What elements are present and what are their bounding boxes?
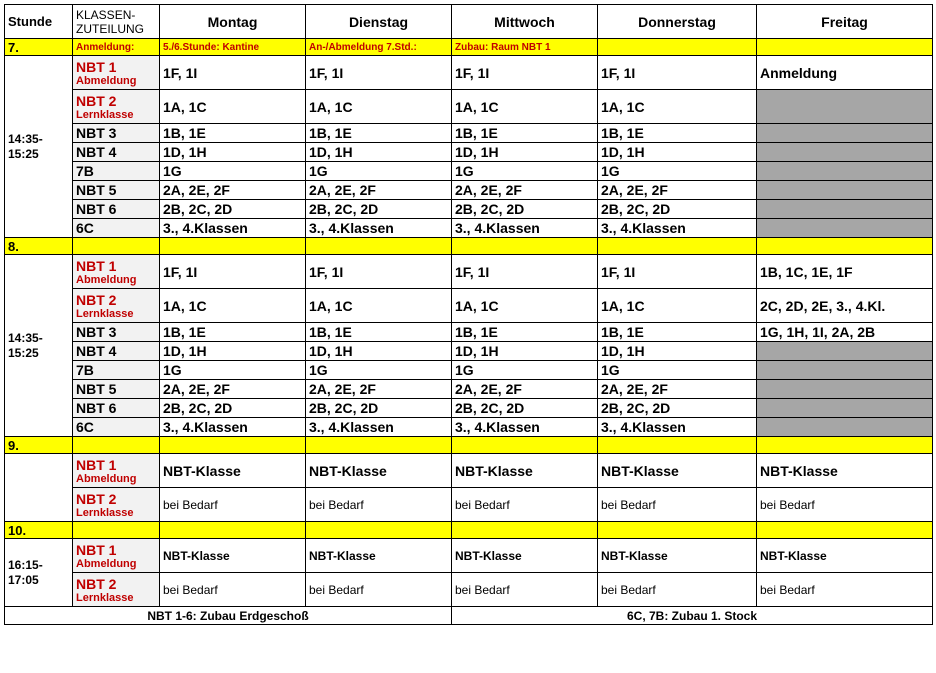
time-start: 16:15- bbox=[8, 557, 43, 572]
lesson-cell: 1G bbox=[306, 162, 452, 181]
class-name: NBT 3 bbox=[76, 324, 117, 340]
time-cell bbox=[5, 255, 73, 437]
header-klassen-line1: KLASSEN- bbox=[76, 7, 136, 22]
lesson-cell: 1A, 1C bbox=[306, 289, 452, 323]
lesson-row bbox=[5, 162, 933, 181]
class-name: 6C bbox=[76, 419, 94, 435]
lesson-cell: 1B, 1E bbox=[452, 323, 598, 342]
lesson-row bbox=[5, 539, 933, 573]
header-day-freitag: Freitag bbox=[757, 5, 933, 39]
lesson-cell: 2B, 2C, 2D bbox=[452, 200, 598, 219]
lesson-cell: NBT-Klasse bbox=[757, 539, 933, 573]
class-name: NBT 2 bbox=[76, 291, 117, 308]
header-klassen-line2: ZUTEILUNG bbox=[76, 21, 145, 36]
lesson-cell: 1F, 1I bbox=[452, 255, 598, 289]
lesson-cell: 1B, 1E bbox=[160, 124, 306, 143]
lesson-row bbox=[5, 342, 933, 361]
period-note-cell bbox=[598, 437, 757, 454]
class-cell bbox=[73, 342, 160, 361]
footer-right: 6C, 7B: Zubau 1. Stock bbox=[452, 607, 933, 625]
lesson-row bbox=[5, 418, 933, 437]
period-note-cell bbox=[452, 522, 598, 539]
class-cell bbox=[73, 200, 160, 219]
lesson-cell: 1G bbox=[160, 162, 306, 181]
period-header-row bbox=[5, 522, 933, 539]
class-cell bbox=[73, 219, 160, 238]
lesson-row bbox=[5, 255, 933, 289]
lesson-row bbox=[5, 361, 933, 380]
lesson-cell bbox=[757, 380, 933, 399]
lesson-cell: 1F, 1I bbox=[598, 255, 757, 289]
lesson-cell: 1B, 1E bbox=[306, 124, 452, 143]
class-name: NBT 1 bbox=[76, 541, 117, 558]
period-note-klassen bbox=[73, 437, 160, 454]
lesson-cell: NBT-Klasse bbox=[306, 454, 452, 488]
class-sub-label: Abmeldung bbox=[76, 74, 137, 87]
lesson-cell: 3., 4.Klassen bbox=[306, 418, 452, 437]
footer-row bbox=[5, 607, 933, 625]
lesson-cell: 2A, 2E, 2F bbox=[598, 380, 757, 399]
lesson-cell: Anmeldung bbox=[757, 56, 933, 90]
lesson-cell: 2B, 2C, 2D bbox=[160, 399, 306, 418]
period-note-cell: 5./6.Stunde: Kantine bbox=[160, 39, 306, 56]
class-name: NBT 2 bbox=[76, 92, 117, 109]
lesson-cell bbox=[757, 399, 933, 418]
class-name: NBT 6 bbox=[76, 400, 117, 416]
lesson-cell: NBT-Klasse bbox=[160, 454, 306, 488]
class-sub-label: Abmeldung bbox=[76, 273, 137, 286]
lesson-cell: 2B, 2C, 2D bbox=[598, 200, 757, 219]
lesson-cell: 2B, 2C, 2D bbox=[598, 399, 757, 418]
lesson-row bbox=[5, 380, 933, 399]
lesson-cell: NBT-Klasse bbox=[452, 454, 598, 488]
class-name: NBT 2 bbox=[76, 575, 117, 592]
lesson-row bbox=[5, 56, 933, 90]
header-day-dienstag: Dienstag bbox=[306, 5, 452, 39]
lesson-cell: 1B, 1E bbox=[160, 323, 306, 342]
lesson-cell: NBT-Klasse bbox=[598, 454, 757, 488]
time-start: 14:35- bbox=[8, 131, 43, 146]
lesson-cell bbox=[757, 124, 933, 143]
lesson-row bbox=[5, 90, 933, 124]
period-header-row bbox=[5, 238, 933, 255]
timetable bbox=[4, 4, 933, 625]
class-cell bbox=[73, 162, 160, 181]
lesson-cell: 1G bbox=[598, 361, 757, 380]
class-cell bbox=[73, 418, 160, 437]
class-cell bbox=[73, 124, 160, 143]
lesson-row bbox=[5, 573, 933, 607]
lesson-row bbox=[5, 181, 933, 200]
class-cell bbox=[73, 181, 160, 200]
period-note-cell bbox=[757, 437, 933, 454]
lesson-cell: NBT-Klasse bbox=[598, 539, 757, 573]
header-row bbox=[5, 5, 933, 39]
footer-left: NBT 1-6: Zubau Erdgeschoß bbox=[5, 607, 452, 625]
period-note-cell bbox=[306, 437, 452, 454]
lesson-cell: bei Bedarf bbox=[160, 573, 306, 607]
class-cell bbox=[73, 573, 160, 607]
lesson-cell: 1B, 1C, 1E, 1F bbox=[757, 255, 933, 289]
class-name: NBT 1 bbox=[76, 456, 117, 473]
lesson-cell bbox=[757, 143, 933, 162]
lesson-cell: bei Bedarf bbox=[757, 573, 933, 607]
lesson-cell bbox=[757, 342, 933, 361]
lesson-cell: bei Bedarf bbox=[598, 573, 757, 607]
lesson-cell: 1G bbox=[452, 361, 598, 380]
lesson-cell: NBT-Klasse bbox=[757, 454, 933, 488]
lesson-cell: 1G bbox=[160, 361, 306, 380]
lesson-cell: 3., 4.Klassen bbox=[160, 219, 306, 238]
period-note-cell bbox=[757, 238, 933, 255]
header-day-mittwoch: Mittwoch bbox=[452, 5, 598, 39]
lesson-row bbox=[5, 143, 933, 162]
lesson-cell: 2B, 2C, 2D bbox=[160, 200, 306, 219]
class-cell bbox=[73, 539, 160, 573]
period-note-cell bbox=[452, 238, 598, 255]
lesson-cell: 1A, 1C bbox=[452, 90, 598, 124]
lesson-cell: 2A, 2E, 2F bbox=[452, 380, 598, 399]
period-note-cell bbox=[757, 522, 933, 539]
class-name: 6C bbox=[76, 220, 94, 236]
lesson-cell: NBT-Klasse bbox=[306, 539, 452, 573]
class-cell bbox=[73, 488, 160, 522]
class-name: NBT 4 bbox=[76, 343, 117, 359]
lesson-cell: 1D, 1H bbox=[452, 143, 598, 162]
period-number: 9. bbox=[5, 437, 73, 454]
class-cell bbox=[73, 323, 160, 342]
period-note-klassen bbox=[73, 238, 160, 255]
period-note-cell: Zubau: Raum NBT 1 bbox=[452, 39, 598, 56]
class-name: 7B bbox=[76, 362, 94, 378]
class-name: NBT 4 bbox=[76, 144, 117, 160]
lesson-cell: 1F, 1I bbox=[306, 56, 452, 90]
period-note-cell bbox=[306, 522, 452, 539]
lesson-row bbox=[5, 124, 933, 143]
header-stunde: Stunde bbox=[5, 5, 73, 39]
lesson-cell: 2A, 2E, 2F bbox=[452, 181, 598, 200]
lesson-cell: 1F, 1I bbox=[452, 56, 598, 90]
lesson-cell: 2B, 2C, 2D bbox=[452, 399, 598, 418]
class-sub-label: Lernklasse bbox=[76, 108, 134, 121]
lesson-cell: 2A, 2E, 2F bbox=[306, 380, 452, 399]
time-end: 15:25 bbox=[8, 146, 39, 161]
lesson-cell: 3., 4.Klassen bbox=[452, 219, 598, 238]
class-cell bbox=[73, 90, 160, 124]
class-cell bbox=[73, 56, 160, 90]
lesson-cell: 1D, 1H bbox=[306, 143, 452, 162]
lesson-cell bbox=[757, 162, 933, 181]
lesson-cell bbox=[757, 90, 933, 124]
period-note-cell bbox=[598, 238, 757, 255]
lesson-cell: 1D, 1H bbox=[160, 143, 306, 162]
period-note-cell bbox=[757, 39, 933, 56]
lesson-cell: 1D, 1H bbox=[160, 342, 306, 361]
class-name: NBT 6 bbox=[76, 201, 117, 217]
time-cell bbox=[5, 454, 73, 522]
lesson-cell: 1G bbox=[306, 361, 452, 380]
lesson-cell: 3., 4.Klassen bbox=[160, 418, 306, 437]
lesson-cell: 2A, 2E, 2F bbox=[598, 181, 757, 200]
lesson-cell: 1D, 1H bbox=[306, 342, 452, 361]
lesson-cell: bei Bedarf bbox=[306, 488, 452, 522]
lesson-cell bbox=[757, 219, 933, 238]
lesson-cell: 3., 4.Klassen bbox=[306, 219, 452, 238]
lesson-cell: 1B, 1E bbox=[598, 124, 757, 143]
period-header-row bbox=[5, 39, 933, 56]
class-sub-label: Abmeldung bbox=[76, 472, 137, 485]
time-cell bbox=[5, 56, 73, 238]
lesson-cell: 2A, 2E, 2F bbox=[160, 181, 306, 200]
lesson-cell: 1D, 1H bbox=[598, 342, 757, 361]
lesson-cell: 3., 4.Klassen bbox=[452, 418, 598, 437]
lesson-cell bbox=[757, 200, 933, 219]
lesson-cell: 1A, 1C bbox=[160, 289, 306, 323]
period-note-cell: An-/Abmeldung 7.Std.: bbox=[306, 39, 452, 56]
lesson-cell: 1F, 1I bbox=[160, 255, 306, 289]
lesson-cell: 1F, 1I bbox=[160, 56, 306, 90]
lesson-cell: 1G bbox=[598, 162, 757, 181]
class-cell bbox=[73, 361, 160, 380]
class-name: 7B bbox=[76, 163, 94, 179]
class-name: NBT 5 bbox=[76, 381, 117, 397]
period-note-cell bbox=[160, 437, 306, 454]
period-note-cell bbox=[452, 437, 598, 454]
class-sub-label: Abmeldung bbox=[76, 557, 137, 570]
period-note-cell bbox=[160, 522, 306, 539]
class-name: NBT 3 bbox=[76, 125, 117, 141]
lesson-cell: 1D, 1H bbox=[598, 143, 757, 162]
lesson-cell: 1F, 1I bbox=[306, 255, 452, 289]
lesson-cell: 2B, 2C, 2D bbox=[306, 200, 452, 219]
lesson-cell: bei Bedarf bbox=[306, 573, 452, 607]
header-day-montag: Montag bbox=[160, 5, 306, 39]
header-day-donnerstag: Donnerstag bbox=[598, 5, 757, 39]
lesson-row bbox=[5, 399, 933, 418]
lesson-cell: 2B, 2C, 2D bbox=[306, 399, 452, 418]
class-name: NBT 5 bbox=[76, 182, 117, 198]
period-number: 7. bbox=[5, 39, 73, 56]
lesson-cell: NBT-Klasse bbox=[160, 539, 306, 573]
class-sub-label: Lernklasse bbox=[76, 591, 134, 604]
period-note-cell bbox=[598, 39, 757, 56]
lesson-cell: 2A, 2E, 2F bbox=[306, 181, 452, 200]
lesson-cell: 1G bbox=[452, 162, 598, 181]
period-note-klassen: Anmeldung: bbox=[73, 39, 160, 56]
lesson-cell: bei Bedarf bbox=[452, 488, 598, 522]
period-header-row bbox=[5, 437, 933, 454]
lesson-cell: 3., 4.Klassen bbox=[598, 418, 757, 437]
class-name: NBT 1 bbox=[76, 58, 117, 75]
lesson-cell: 1A, 1C bbox=[598, 90, 757, 124]
lesson-cell bbox=[757, 361, 933, 380]
lesson-row bbox=[5, 323, 933, 342]
lesson-cell: 1A, 1C bbox=[598, 289, 757, 323]
lesson-cell: 1D, 1H bbox=[452, 342, 598, 361]
lesson-cell: 1B, 1E bbox=[306, 323, 452, 342]
class-cell bbox=[73, 289, 160, 323]
lesson-cell: 1A, 1C bbox=[452, 289, 598, 323]
lesson-cell: 2A, 2E, 2F bbox=[160, 380, 306, 399]
lesson-cell: 1F, 1I bbox=[598, 56, 757, 90]
class-name: NBT 2 bbox=[76, 490, 117, 507]
class-sub-label: Lernklasse bbox=[76, 307, 134, 320]
lesson-cell: 1A, 1C bbox=[160, 90, 306, 124]
lesson-cell: 1G, 1H, 1I, 2A, 2B bbox=[757, 323, 933, 342]
class-cell bbox=[73, 143, 160, 162]
lesson-cell bbox=[757, 418, 933, 437]
lesson-cell: bei Bedarf bbox=[598, 488, 757, 522]
timetable-body bbox=[5, 39, 933, 625]
lesson-cell: bei Bedarf bbox=[452, 573, 598, 607]
lesson-cell: 1B, 1E bbox=[452, 124, 598, 143]
time-cell bbox=[5, 539, 73, 607]
period-number: 8. bbox=[5, 238, 73, 255]
time-end: 15:25 bbox=[8, 345, 39, 360]
lesson-cell: bei Bedarf bbox=[160, 488, 306, 522]
period-note-cell bbox=[306, 238, 452, 255]
class-sub-label: Lernklasse bbox=[76, 506, 134, 519]
lesson-cell: 3., 4.Klassen bbox=[598, 219, 757, 238]
lesson-row bbox=[5, 200, 933, 219]
period-note-cell bbox=[598, 522, 757, 539]
lesson-cell: bei Bedarf bbox=[757, 488, 933, 522]
lesson-cell: 1A, 1C bbox=[306, 90, 452, 124]
period-note-klassen bbox=[73, 522, 160, 539]
lesson-cell bbox=[757, 181, 933, 200]
period-number: 10. bbox=[5, 522, 73, 539]
lesson-row bbox=[5, 219, 933, 238]
lesson-cell: NBT-Klasse bbox=[452, 539, 598, 573]
class-cell bbox=[73, 399, 160, 418]
lesson-cell: 1B, 1E bbox=[598, 323, 757, 342]
lesson-row bbox=[5, 488, 933, 522]
class-cell bbox=[73, 454, 160, 488]
class-name: NBT 1 bbox=[76, 257, 117, 274]
time-start: 14:35- bbox=[8, 330, 43, 345]
lesson-cell: 2C, 2D, 2E, 3., 4.Kl. bbox=[757, 289, 933, 323]
time-end: 17:05 bbox=[8, 572, 39, 587]
lesson-row bbox=[5, 289, 933, 323]
class-cell bbox=[73, 255, 160, 289]
lesson-row bbox=[5, 454, 933, 488]
period-note-cell bbox=[160, 238, 306, 255]
header-klassen bbox=[73, 5, 160, 39]
class-cell bbox=[73, 380, 160, 399]
